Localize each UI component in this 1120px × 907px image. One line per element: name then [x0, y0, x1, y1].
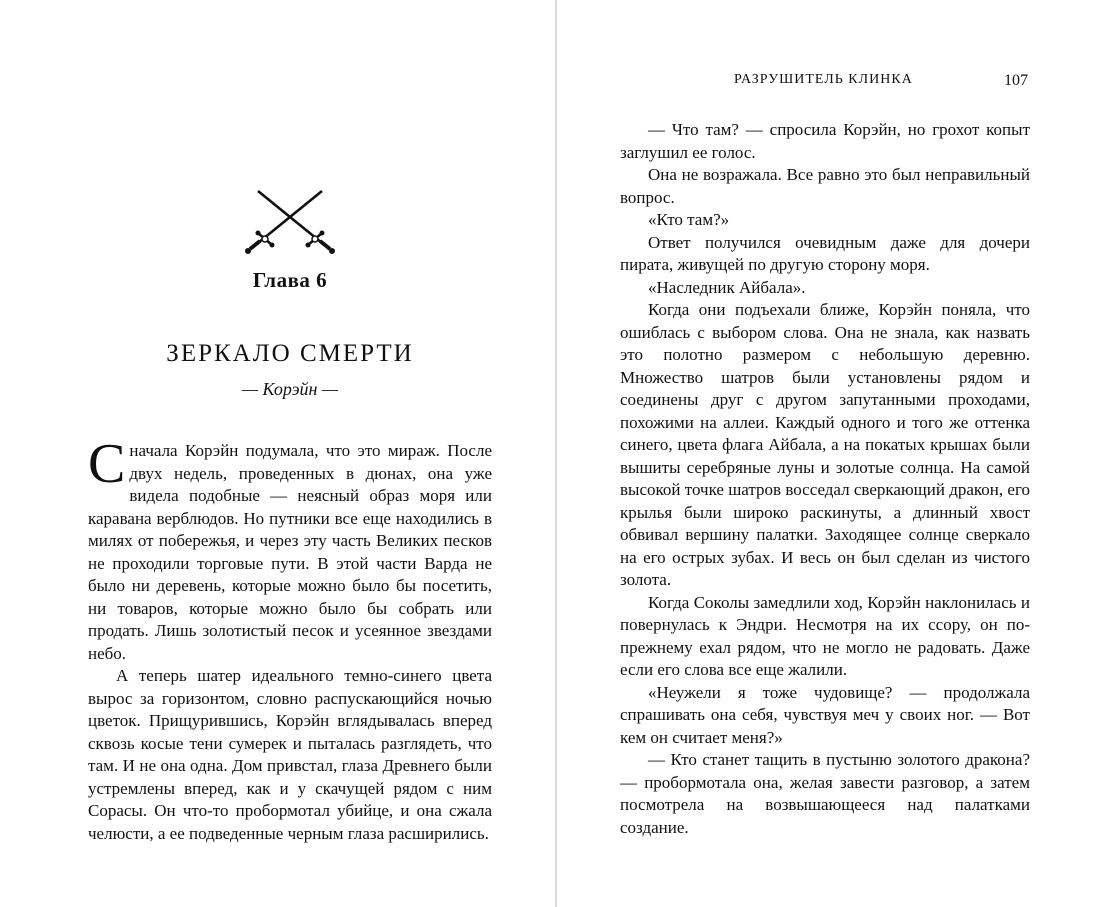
crossed-daggers-icon — [240, 185, 340, 255]
chapter-number: Глава 6 — [252, 268, 328, 292]
paragraph: «Кто там?» — [648, 210, 730, 229]
book-gutter — [555, 0, 557, 907]
paragraph: «Неужели я тоже чудовище? — продолжала спрашивать она себя, чувствуя меч у своих ног. — Вот кем он считает меня?» — [620, 682, 1030, 747]
left-body-text — [88, 433, 492, 845]
paragraph: Когда они подъехали ближе, Корэйн поняла, что ошиблась с выбором слова. Она не знала, как назвать это полотно размером с небольшую деревню. Множество шатров были установлены рядом и соединены друг с другом запутанными проходами, похожими на аллеи. Каждый одного и того же оттенка синего, цвета флага Айбала, а на покатых крышах были вышиты серебряные луны и золотые солнца. На самой высокой точке шатров восседал сверкающий дракон, его крылья были широко раскинуты, а длинный хвост обвивал вершину палатки. Заходящее солнце сверкало на его острых зубах. И весь он был сделан из чистого золота. — [620, 300, 1030, 589]
left-page — [0, 0, 556, 907]
page-number: 107 — [1004, 72, 1028, 89]
paragraph: Когда Соколы замедлили ход, Корэйн наклонилась и повернулась к Эндри. Несмотря на их ссору, он по-прежнему ехал рядом, что не могло не радовать. Даже если его слова все еще жалили. — [620, 592, 1030, 679]
paragraph: А теперь шатер идеального темно-синего цвета вырос за горизонтом, словно распускающийся ночью цветок. Прищурившись, Корэйн вглядывалась вперед сквозь косые тени сумерек и пыталась разглядеть, что там. И не она одна. Дом привстал, глаза Древнего были устремлены вперед, как и у скачущей рядом с ним Сорасы. Он что-то пробормотал убийце, и она сжала челюсти, а ее подведенные черным глаза расширились. — [88, 666, 492, 843]
paragraph: — Что там? — спросила Корэйн, но грохот копыт заглушил ее голос. — [620, 120, 1030, 162]
paragraph: Сначала Корэйн подумала, что это мираж. После двух недель, проведенных в дюнах, она уже видела подобные — неясный образ моря или каравана верблюдов. Но путники все еще находились в милях от побережья, и через эту часть Великих песков не проходили торговые пути. В этой части Варда не было ни деревень, которые можно было бы посетить, ни товаров, которые можно было бы собрать или продать. Лишь золотистый песок и усеянное звездами небо. — [88, 433, 492, 663]
paragraph: Ответ получился очевидным даже для дочери пирата, живущей по другую сторону моря. — [620, 232, 1030, 274]
right-body-text — [620, 119, 1030, 839]
chapter-pov: — Корэйн — — [242, 379, 338, 399]
paragraph: — Кто станет тащить в пустыню золотого дракона? — пробормотала она, желая завести разговор, а затем посмотрела на возвышающееся над палатками создание. — [620, 750, 1030, 837]
paragraph: «Наследник Айбала». — [648, 277, 806, 297]
running-head: РАЗРУШИТЕЛЬ КЛИНКА — [734, 72, 913, 87]
drop-cap: С — [88, 433, 126, 495]
paragraph: Она не возражала. Все равно это был неправильный вопрос. — [620, 165, 1030, 207]
chapter-title: ЗЕРКАЛО СМЕРТИ — [166, 340, 414, 367]
